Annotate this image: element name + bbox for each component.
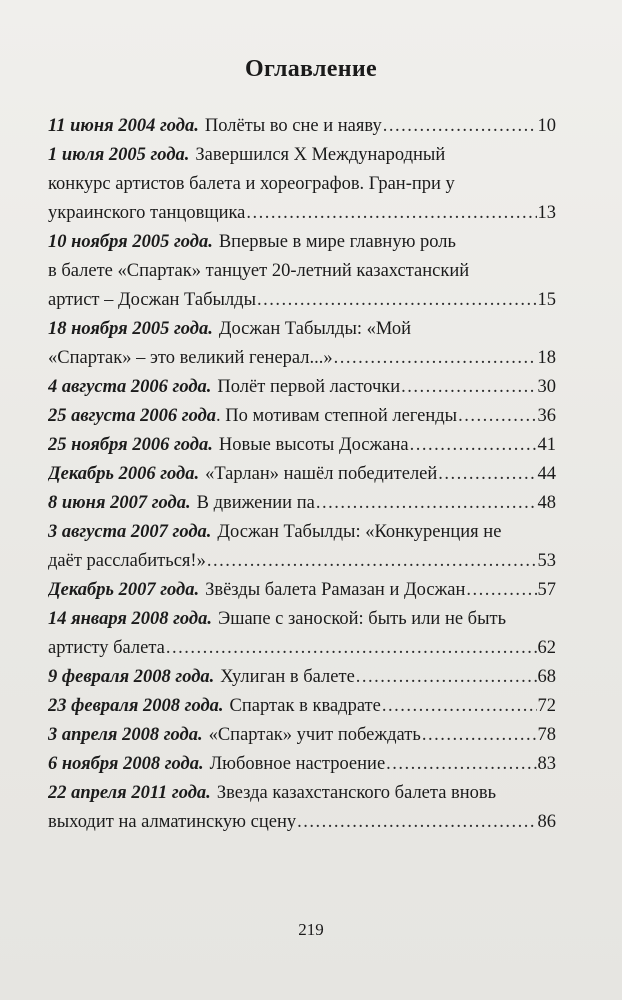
toc-entry-title: в балете «Спартак» танцует 20-летний казахстанский bbox=[48, 261, 470, 281]
toc-entry-date: Декабрь 2006 года. bbox=[48, 464, 200, 484]
dot-leader bbox=[382, 692, 537, 721]
toc-entry-page: 41 bbox=[537, 435, 556, 455]
toc-entry-line bbox=[48, 489, 556, 518]
toc-entry-title: Любовное настроение bbox=[209, 754, 386, 774]
toc-entry-line bbox=[48, 605, 556, 634]
toc-entry-page: 68 bbox=[537, 667, 556, 687]
toc-entry-date: 4 августа 2006 года. bbox=[48, 377, 212, 397]
dot-leader bbox=[466, 576, 536, 605]
dot-leader bbox=[386, 750, 536, 779]
toc-entry-line bbox=[48, 547, 556, 576]
toc-entry-title: Новые высоты Досжана bbox=[218, 435, 409, 455]
toc-entry-line bbox=[48, 228, 556, 257]
toc-entry-line bbox=[48, 721, 556, 750]
dot-leader bbox=[383, 112, 537, 141]
dot-leader bbox=[207, 547, 537, 576]
toc-entry-line bbox=[48, 402, 556, 431]
toc-entry-line bbox=[48, 779, 556, 808]
toc-entry-line bbox=[48, 634, 556, 663]
toc-entry-line bbox=[48, 170, 556, 199]
toc-entry-page: 72 bbox=[537, 696, 556, 716]
toc-entry-date: 18 ноября 2005 года. bbox=[48, 319, 213, 339]
toc-entry-date: Декабрь 2007 года. bbox=[48, 580, 200, 600]
toc-entry-date: 25 августа 2006 года bbox=[48, 406, 217, 426]
dot-leader bbox=[410, 431, 537, 460]
toc-entry-line bbox=[48, 576, 556, 605]
toc-entry-title: Хулиган в балете bbox=[220, 667, 355, 687]
toc-entry-line bbox=[48, 750, 556, 779]
toc-entry-title: артисту балета bbox=[48, 638, 165, 658]
toc-entry-date: 10 ноября 2005 года. bbox=[48, 232, 213, 252]
toc-entry-title: Эшапе с заноской: быть или не быть bbox=[218, 609, 507, 629]
toc-entry-title: Спартак в квадрате bbox=[229, 696, 381, 716]
dot-leader bbox=[246, 199, 536, 228]
toc-entry-date: 6 ноября 2008 года. bbox=[48, 754, 204, 774]
toc-entry-title: Звёзды балета Рамазан и Досжан bbox=[205, 580, 466, 600]
toc-entry-title: Звезда казахстанского балета вновь bbox=[216, 783, 497, 803]
toc-entry-line bbox=[48, 460, 556, 489]
toc-entry-date: 9 февраля 2008 года. bbox=[48, 667, 215, 687]
toc-entry-title: артист – Досжан Табылды bbox=[48, 290, 257, 310]
toc-entry-line bbox=[48, 315, 556, 344]
toc-entry-line bbox=[48, 518, 556, 547]
toc-entry-line bbox=[48, 663, 556, 692]
dot-leader bbox=[422, 721, 537, 750]
toc-entry-date: 3 апреля 2008 года. bbox=[48, 725, 203, 745]
dot-leader bbox=[297, 808, 536, 837]
toc-entry-line bbox=[48, 257, 556, 286]
toc-entry-date: 11 июня 2004 года. bbox=[48, 116, 199, 136]
toc-entry-date: 23 февраля 2008 года. bbox=[48, 696, 224, 716]
dot-leader bbox=[316, 489, 537, 518]
toc-entry-title: Досжан Табылды: «Конкуренция не bbox=[217, 522, 502, 542]
toc-entry-page: 30 bbox=[537, 377, 556, 397]
toc-entry-title: «Спартак» – это великий генерал...» bbox=[48, 348, 333, 368]
dot-leader bbox=[334, 344, 537, 373]
toc-entry-line bbox=[48, 692, 556, 721]
toc-entry-page: 78 bbox=[537, 725, 556, 745]
toc-entry-title: . По мотивам степной легенды bbox=[216, 406, 458, 426]
toc-entry-title: Полёт первой ласточки bbox=[217, 377, 401, 397]
toc-entry-page: 18 bbox=[537, 348, 556, 368]
toc-entry-date: 8 июня 2007 года. bbox=[48, 493, 191, 513]
toc-entry-title: выходит на алматинскую сцену bbox=[48, 812, 297, 832]
toc-entry-date: 22 апреля 2011 года. bbox=[48, 783, 211, 803]
toc-entry-page: 13 bbox=[537, 203, 556, 223]
toc-entry-line bbox=[48, 141, 556, 170]
dot-leader bbox=[257, 286, 536, 315]
page-number: 219 bbox=[298, 920, 324, 939]
toc-entry-page: 36 bbox=[537, 406, 556, 426]
toc-entry-title: Полёты во сне и наяву bbox=[204, 116, 382, 136]
toc-entry-line bbox=[48, 373, 556, 402]
toc-entry-page: 48 bbox=[537, 493, 556, 513]
dot-leader bbox=[401, 373, 536, 402]
toc-entry-line bbox=[48, 199, 556, 228]
toc-entry-page: 86 bbox=[537, 812, 556, 832]
dot-leader bbox=[356, 663, 537, 692]
table-of-contents bbox=[48, 112, 556, 837]
toc-entry-title: В движении па bbox=[196, 493, 315, 513]
toc-entry-title: Досжан Табылды: «Мой bbox=[218, 319, 412, 339]
toc-entry-page: 57 bbox=[537, 580, 556, 600]
toc-entry-title: «Тарлан» нашёл победителей bbox=[205, 464, 438, 484]
toc-entry-title: Завершился Х Международный bbox=[195, 145, 446, 165]
toc-entry-line bbox=[48, 808, 556, 837]
toc-entry-page: 62 bbox=[537, 638, 556, 658]
toc-entry-page: 44 bbox=[537, 464, 556, 484]
toc-entry-title: украинского танцовщика bbox=[48, 203, 246, 223]
toc-entry-title: даёт расслабиться!» bbox=[48, 551, 206, 571]
toc-entry-date: 1 июля 2005 года. bbox=[48, 145, 190, 165]
toc-entry-page: 83 bbox=[537, 754, 556, 774]
toc-entry-page: 15 bbox=[537, 290, 556, 310]
toc-entry-page: 10 bbox=[537, 116, 556, 136]
dot-leader bbox=[438, 460, 536, 489]
toc-entry-date: 25 ноября 2006 года. bbox=[48, 435, 213, 455]
dot-leader bbox=[458, 402, 536, 431]
toc-entry-line bbox=[48, 431, 556, 460]
toc-entry-title: конкурс артистов балета и хореографов. Гран-при у bbox=[48, 174, 455, 194]
toc-entry-date: 3 августа 2007 года. bbox=[48, 522, 212, 542]
toc-entry-title: Впервые в мире главную роль bbox=[218, 232, 456, 252]
toc-entry-date: 14 января 2008 года. bbox=[48, 609, 212, 629]
dot-leader bbox=[166, 634, 537, 663]
toc-entry-title: «Спартак» учит побеждать bbox=[208, 725, 421, 745]
page-title: Оглавление bbox=[245, 56, 377, 82]
toc-entry-line bbox=[48, 286, 556, 315]
toc-entry-line bbox=[48, 112, 556, 141]
toc-entry-line bbox=[48, 344, 556, 373]
toc-entry-page: 53 bbox=[537, 551, 556, 571]
